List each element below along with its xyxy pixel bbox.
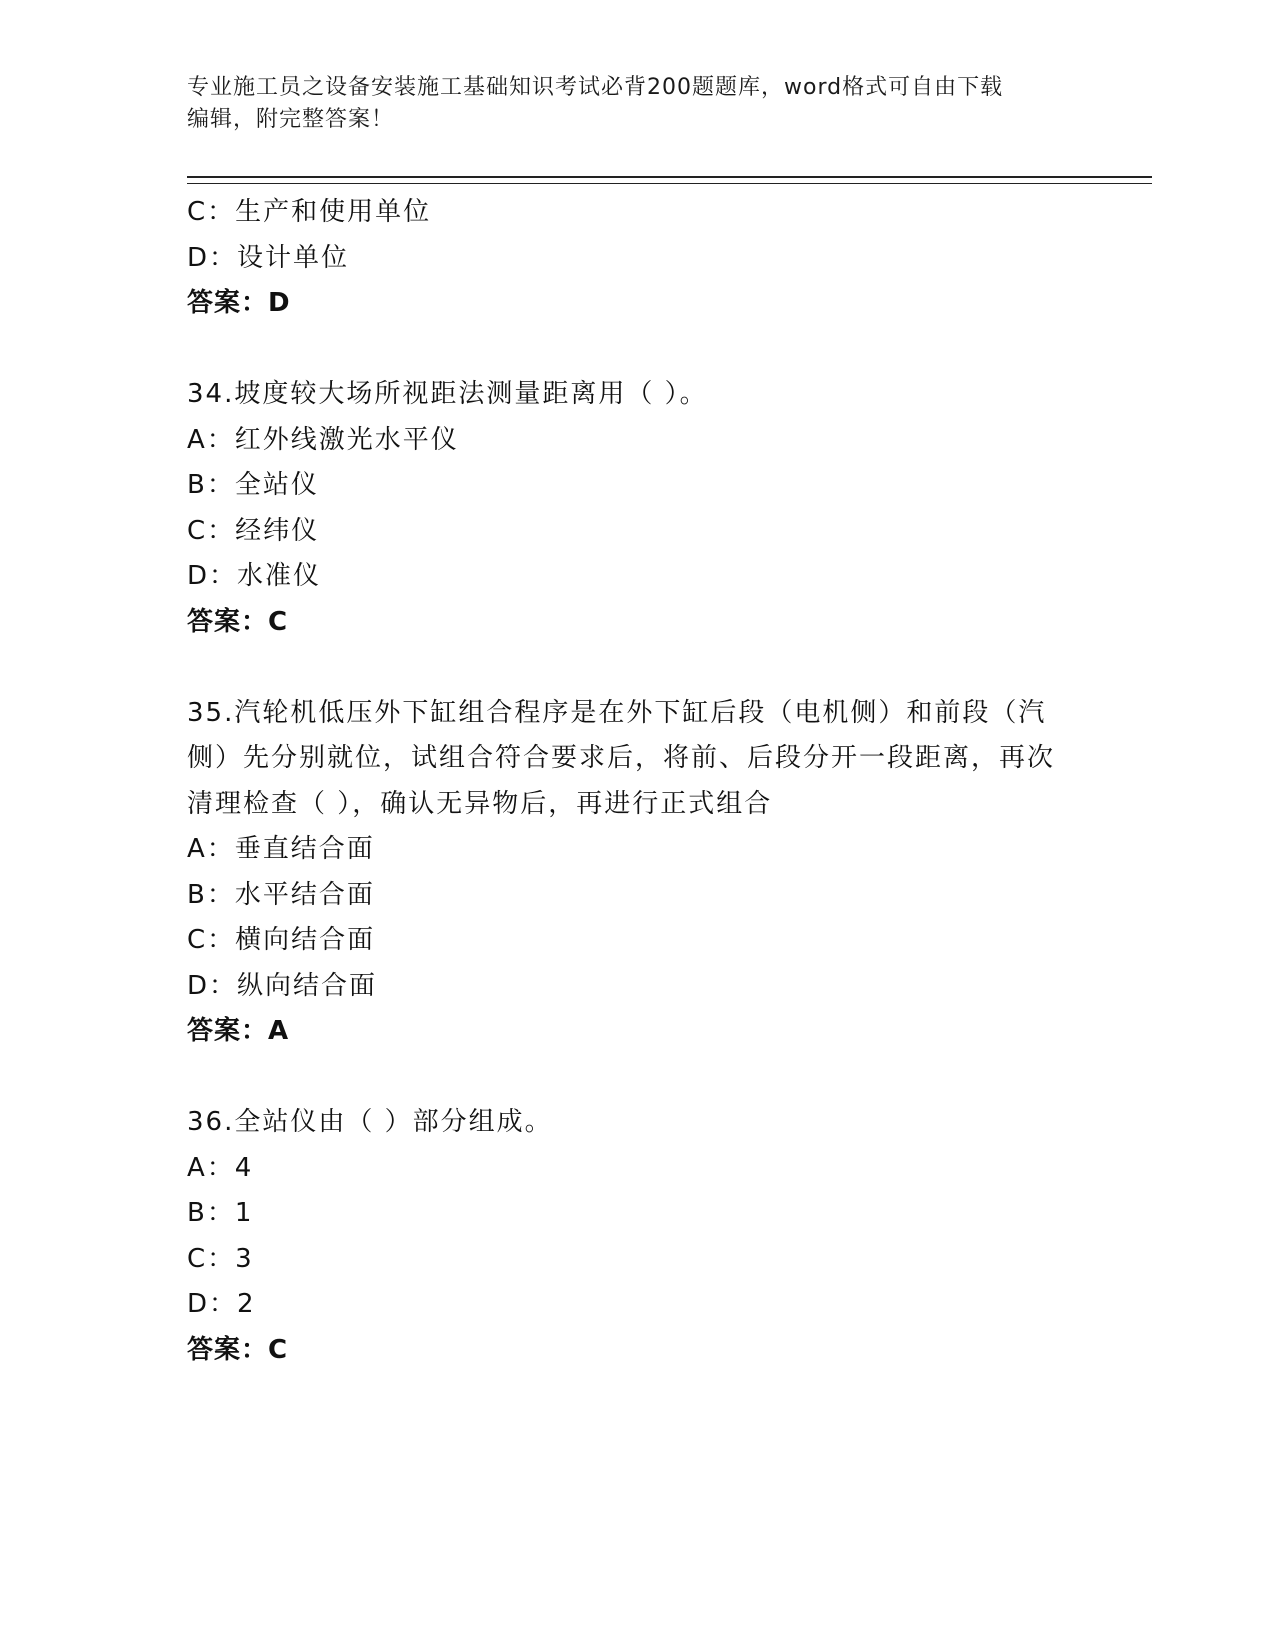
option-c: C：经纬仪 <box>187 515 320 546</box>
partial-question <box>187 190 1087 327</box>
header-rule-thin <box>187 183 1152 184</box>
question-text: 34.坡度较大场所视距法测量距离用（ ）。 <box>187 379 708 409</box>
spacer <box>187 1055 1087 1101</box>
answer-label: 答案：A <box>187 1016 290 1046</box>
document-header <box>187 72 1087 136</box>
option-a: A：红外线激光水平仪 <box>187 424 459 455</box>
option-c: C：生产和使用单位 <box>187 197 432 227</box>
spacer <box>187 327 1087 373</box>
answer-label: 答案：C <box>187 606 289 637</box>
header-line-1: 专业施工员之设备安装施工基础知识考试必背200题题库，word格式可自由下载 <box>187 75 1004 100</box>
answer-label: 答案：C <box>187 1334 289 1365</box>
answer-label: 答案：D <box>187 288 291 318</box>
question-text: 36.全站仪由（ ）部分组成。 <box>187 1107 553 1137</box>
option-d: D：2 <box>187 1289 256 1319</box>
question-list <box>187 190 1087 1373</box>
option-b: B：全站仪 <box>187 470 319 500</box>
header-line-2: 编辑，附完整答案！ <box>187 107 395 132</box>
option-c: C：横向结合面 <box>187 925 376 955</box>
option-d: D：纵向结合面 <box>187 970 378 1001</box>
question-36 <box>187 1100 1087 1373</box>
option-b: B：1 <box>187 1198 254 1228</box>
option-b: B：水平结合面 <box>187 879 375 910</box>
option-c: C：3 <box>187 1243 254 1274</box>
spacer <box>187 645 1087 691</box>
option-d: D：设计单位 <box>187 242 350 273</box>
option-d: D：水准仪 <box>187 561 322 591</box>
header-rule-thick <box>187 176 1152 178</box>
option-a: A：4 <box>187 1152 254 1183</box>
question-34 <box>187 372 1087 645</box>
option-a: A：垂直结合面 <box>187 834 375 864</box>
question-35 <box>187 691 1087 1055</box>
question-text: 35.汽轮机低压外下缸组合程序是在外下缸后段（电机侧）和前段（汽侧）先分别就位，试组合符合要求后，将前、后段分开一段距离，再次清理检查（ ），确认无异物后，再进行正式组合 <box>187 697 1056 819</box>
